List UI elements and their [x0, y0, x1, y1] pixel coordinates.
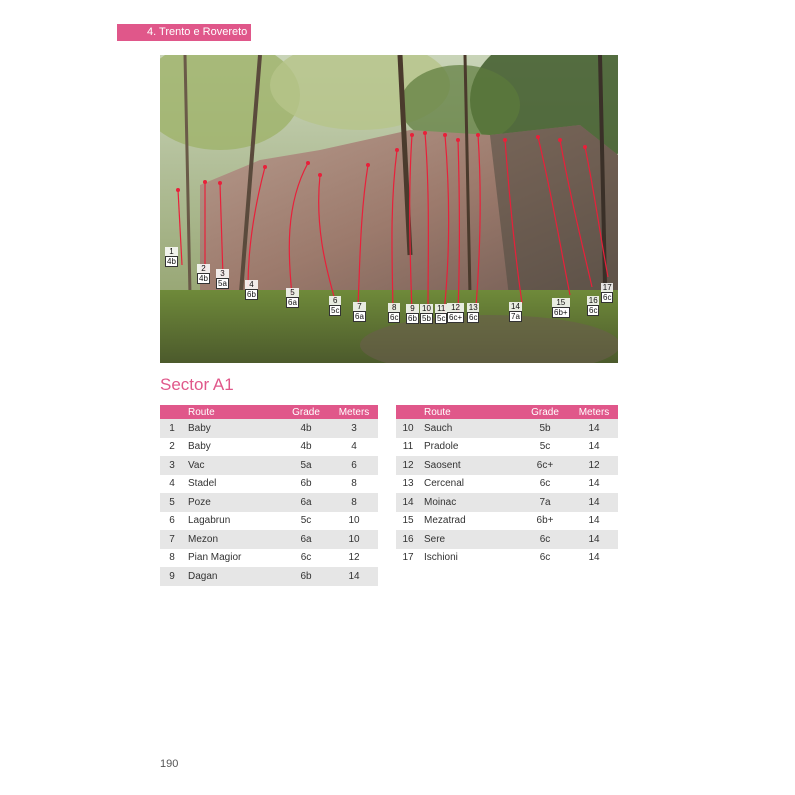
- route-grade: 6c: [520, 530, 570, 549]
- route-grade: 6a: [282, 530, 330, 549]
- col-header-grade: Grade: [282, 405, 330, 419]
- route-grade: 6b: [300, 478, 312, 490]
- table-row: [160, 456, 378, 475]
- route-number: 16: [396, 530, 420, 549]
- table-row: [160, 493, 378, 512]
- route-number: 14: [396, 493, 420, 512]
- route-name: Lagabrun: [188, 515, 231, 527]
- route-grade: 4b: [282, 419, 330, 438]
- route-meters: 3: [330, 419, 378, 438]
- route-tag-grade: 6c+: [449, 313, 463, 322]
- route-number: 11: [402, 441, 414, 453]
- route-tag-number: 12: [447, 303, 464, 312]
- route-grade: 6c: [300, 552, 312, 564]
- route-tag-grade: 5b: [422, 314, 431, 323]
- route-tag-number: 11: [435, 304, 447, 313]
- route-grade: 6c+: [520, 456, 570, 475]
- route-number: 3: [160, 456, 184, 475]
- table-row: [160, 512, 378, 531]
- route-tag-grade: 5a: [218, 279, 227, 288]
- route-number: 9: [160, 567, 184, 586]
- col-header-num: [160, 405, 184, 419]
- col-header-grade: Grade: [520, 405, 570, 419]
- table-row: [396, 475, 618, 494]
- route-meters: 14: [330, 567, 378, 586]
- route-number: 12: [396, 456, 420, 475]
- route-meters: 10: [330, 530, 378, 549]
- route-tag-number: 6: [329, 296, 341, 305]
- route-tag: [165, 247, 178, 267]
- route-name: Cercenal: [424, 478, 465, 490]
- route-meters: 10: [348, 515, 360, 527]
- route-number: 1: [160, 419, 184, 438]
- route-tag-grade: 5c: [437, 314, 446, 323]
- table-header-row: [160, 405, 378, 419]
- route-grade: 7a: [520, 493, 570, 512]
- route-grade: 6c: [539, 478, 551, 490]
- route-meters: 6: [330, 456, 378, 475]
- route-tag-grade: 7a: [511, 312, 520, 321]
- route-name: Poze: [184, 493, 282, 512]
- chapter-tab: [117, 24, 251, 41]
- route-number: 6: [169, 515, 175, 527]
- route-meters: 12: [570, 456, 618, 475]
- route-tag-number: 15: [552, 298, 570, 307]
- route-meters: 14: [588, 478, 600, 490]
- col-header-route: Route: [420, 405, 520, 419]
- route-tag-number: 7: [353, 302, 366, 311]
- route-tag-number: 14: [511, 302, 520, 311]
- route-tag-number: 13: [468, 303, 478, 312]
- route-meters: 14: [588, 552, 600, 564]
- crag-photo: [160, 55, 618, 363]
- table-row: [160, 419, 378, 438]
- route-grade: 6c: [539, 552, 551, 564]
- route-name: Mezon: [184, 530, 282, 549]
- route-tag-number: 8: [388, 303, 400, 312]
- route-name: Saosent: [420, 456, 520, 475]
- col-header-meters: Meters: [330, 405, 378, 419]
- route-tag: [601, 283, 613, 303]
- route-name: Sere: [420, 530, 520, 549]
- route-tag-grade: 6c: [603, 293, 612, 302]
- route-grade: 6a: [282, 493, 330, 512]
- route-number: 13: [402, 478, 414, 490]
- route-name: Ischioni: [424, 552, 458, 564]
- table-row: [396, 493, 618, 512]
- sector-title: Sector A1: [160, 375, 234, 394]
- route-tag-grade: 6b+: [554, 308, 568, 317]
- route-meters: 14: [570, 419, 618, 438]
- route-meters: 8: [351, 478, 357, 490]
- chapter-title: 4. Trento e Rovereto: [147, 26, 248, 38]
- route-tag-number: 3: [216, 269, 229, 278]
- table-row: [396, 530, 618, 549]
- route-tag-grade: 6a: [355, 312, 364, 321]
- route-tag: [216, 269, 229, 289]
- route-grade: 5a: [282, 456, 330, 475]
- route-meters: 14: [588, 441, 600, 453]
- route-number: 10: [396, 419, 420, 438]
- route-tag-grade: 6c: [589, 306, 598, 315]
- route-tag: [435, 304, 447, 324]
- route-tag-number: 2: [197, 264, 210, 273]
- route-name: Stadel: [188, 478, 217, 490]
- table-row: [396, 438, 618, 457]
- route-tag: [509, 302, 522, 322]
- route-number: 15: [402, 515, 414, 527]
- route-tag: [329, 296, 341, 316]
- table-row: [160, 530, 378, 549]
- route-meters: 14: [570, 530, 618, 549]
- routes-table-right: [396, 405, 618, 567]
- route-tag-grade: 6b: [408, 314, 417, 323]
- route-grade: 5c: [300, 515, 312, 527]
- table-header-row: [396, 405, 618, 419]
- route-tag-grade: 5c: [331, 306, 340, 315]
- page-number: 190: [160, 758, 179, 770]
- route-tag-number: 5: [286, 288, 299, 297]
- route-tag: [286, 288, 299, 308]
- table-row: [160, 549, 378, 568]
- route-number: 7: [160, 530, 184, 549]
- route-name: Pradole: [424, 441, 459, 453]
- route-tag-grade: 4b: [167, 257, 176, 266]
- route-tag-grade: 6c: [469, 313, 478, 322]
- route-grade: 6b+: [536, 515, 554, 527]
- route-tag: [353, 302, 366, 322]
- route-number: 5: [160, 493, 184, 512]
- route-number: 4: [169, 478, 175, 490]
- route-tag: [245, 280, 258, 300]
- route-tag-grade: 6c: [390, 313, 399, 322]
- route-name: Sauch: [420, 419, 520, 438]
- route-tag: [447, 303, 464, 323]
- route-grade: 5c: [539, 441, 551, 453]
- route-tag-number: 1: [165, 247, 178, 256]
- route-meters: 4: [351, 441, 357, 453]
- route-tag-number: 10: [422, 304, 431, 313]
- route-name: Pian Magior: [188, 552, 242, 564]
- route-tag: [406, 304, 419, 324]
- route-number: 8: [169, 552, 175, 564]
- route-name: Baby: [188, 441, 211, 453]
- route-tag-grade: 6b: [247, 290, 256, 299]
- route-name: Baby: [184, 419, 282, 438]
- route-tag-grade: 4b: [199, 274, 208, 283]
- route-tag: [467, 303, 479, 323]
- route-name: Dagan: [184, 567, 282, 586]
- route-grade: 6b: [282, 567, 330, 586]
- route-meters: 12: [348, 552, 360, 564]
- route-tag: [197, 264, 210, 284]
- route-tag-grade: 6a: [288, 298, 297, 307]
- route-meters: 14: [588, 515, 600, 527]
- route-name: Moinac: [420, 493, 520, 512]
- col-header-route: Route: [184, 405, 282, 419]
- route-tag: [587, 296, 599, 316]
- route-meters: 8: [330, 493, 378, 512]
- table-row: [396, 456, 618, 475]
- route-tag-number: 16: [588, 296, 598, 305]
- table-row: [160, 567, 378, 586]
- route-number: 17: [402, 552, 414, 564]
- table-row: [160, 438, 378, 457]
- table-row: [396, 549, 618, 568]
- table-row: [396, 512, 618, 531]
- route-number: 2: [169, 441, 175, 453]
- route-name: Mezatrad: [424, 515, 466, 527]
- table-row: [396, 419, 618, 438]
- col-header-num: [396, 405, 420, 419]
- routes-table-left: [160, 405, 378, 586]
- route-name: Vac: [184, 456, 282, 475]
- col-header-meters: Meters: [570, 405, 618, 419]
- route-tag-number: 4: [245, 280, 258, 289]
- route-grade: 4b: [300, 441, 312, 453]
- table-row: [160, 475, 378, 494]
- route-tag: [420, 304, 433, 324]
- route-tag: [388, 303, 400, 323]
- route-meters: 14: [570, 493, 618, 512]
- route-grade: 5b: [520, 419, 570, 438]
- route-tag-number: 9: [406, 304, 419, 313]
- route-tag-number: 17: [602, 283, 612, 292]
- route-tag: [552, 298, 570, 318]
